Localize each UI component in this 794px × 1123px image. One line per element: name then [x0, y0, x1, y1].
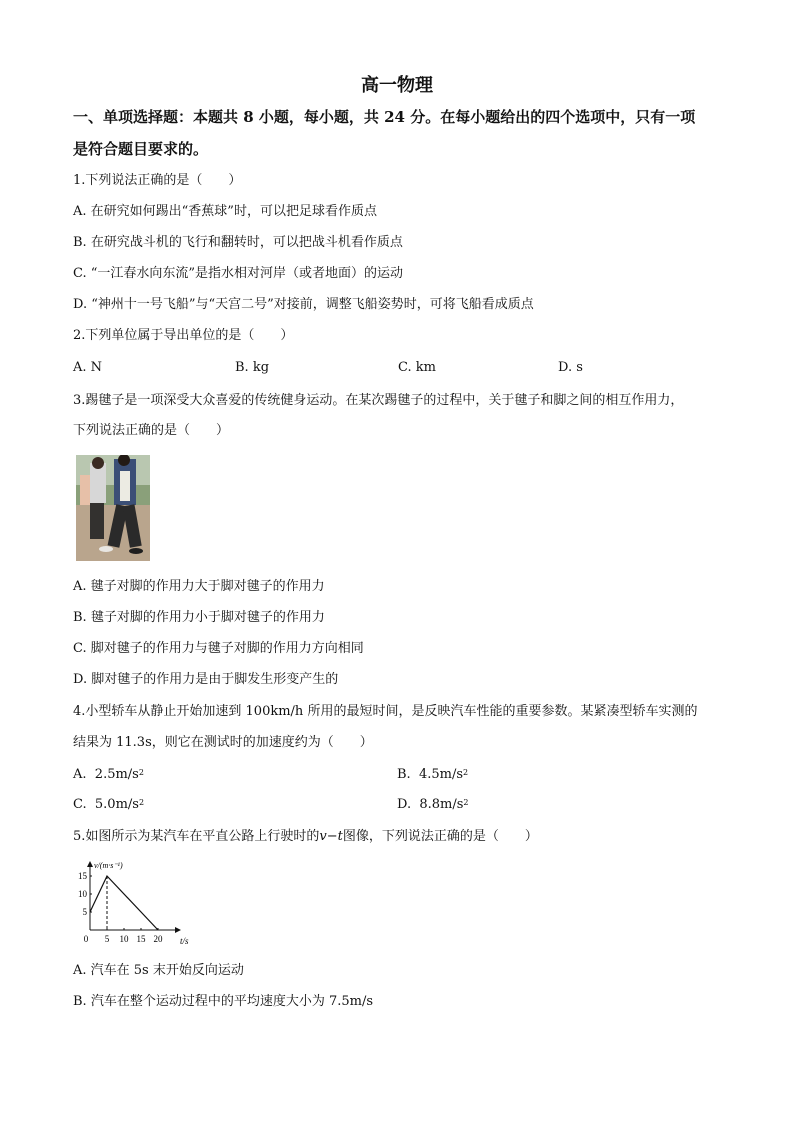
question-4-option-c: C. $5.0m/s^2$ [73, 797, 145, 812]
x-tick-label: 5 [104, 934, 110, 944]
question-3-option-a: A. 毽子对脚的作用力大于脚对毽子的作用力 [73, 579, 325, 594]
question-4-stem-line2: 结果为 11.3s，则它在测试时的加速度约为（ ） [73, 735, 373, 750]
x-tick-label: 0 [83, 934, 89, 944]
page-title: 高一物理 [361, 75, 433, 96]
question-5-stem: 5.如图所示为某汽车在平直公路上行驶时的v−t图像，下列说法正确的是（ ） [73, 829, 538, 844]
y-tick-label: 10 [78, 889, 87, 899]
question-5-option-a: A. 汽车在 5s 末开始反向运动 [73, 963, 244, 978]
question-1-option-b: B. 在研究战斗机的飞行和翻转时，可以把战斗机看作质点 [73, 235, 403, 250]
question-4-option-d: D. $8.8m/s^2$ [397, 797, 469, 812]
x-axis-label: t/s [180, 936, 189, 946]
question-1-option-c: C. “一江春水向东流”是指水相对河岸（或者地面）的运动 [73, 266, 404, 281]
question-1-option-d: D. “神州十一号飞船”与“天宫二号”对接前，调整飞船姿势时，可将飞船看成质点 [73, 297, 534, 312]
question-3-option-c: C. 脚对毽子的作用力与毽子对脚的作用力方向相同 [73, 641, 364, 656]
question-5-option-b: B. 汽车在整个运动过程中的平均速度大小为 7.5m/s [73, 994, 374, 1009]
question-2-option-a: A. N [73, 360, 103, 375]
question-3-option-b: B. 毽子对脚的作用力小于脚对毽子的作用力 [73, 610, 325, 625]
question-4-option-a: A. $2.5m/s^2$ [73, 767, 144, 782]
question-4-option-b: B. $4.5m/s^2$ [397, 767, 469, 782]
question-2-option-b: B. kg [235, 360, 270, 375]
x-tick-label: 10 [119, 934, 129, 944]
question-1-option-a: A. 在研究如何踢出“香蕉球”时，可以把足球看作质点 [73, 204, 377, 219]
x-tick-label: 15 [136, 934, 146, 944]
question-2-stem: 2.下列单位属于导出单位的是（ ） [73, 328, 294, 343]
y-tick-label: 15 [78, 871, 87, 881]
shuttlecock-kicking-photo [76, 455, 150, 561]
y-axis-label: v/(m·s⁻¹) [94, 861, 123, 870]
section-heading-line1: 一、单项选择题：本题共 8 小题，每小题，共 24 分。在每小题给出的四个选项中，只有一项 [73, 108, 696, 126]
vt-graph [74, 858, 200, 948]
question-2-option-c: C. km [398, 360, 436, 375]
series-line [90, 876, 158, 930]
question-4-stem-line1: 4.小型轿车从静止开始加速到 100km/h 所用的最短时间，是反映汽车性能的重要参数。某紧凑型轿车实测的 [73, 704, 698, 719]
section-heading-line2: 是符合题目要求的。 [73, 140, 209, 158]
question-3-option-d: D. 脚对毽子的作用力是由于脚发生形变产生的 [73, 672, 339, 687]
x-tick-label: 20 [153, 934, 163, 944]
question-2-option-d: D. s [558, 360, 583, 375]
question-3-stem-line2: 下列说法正确的是（ ） [73, 423, 230, 438]
y-tick-label: 5 [82, 907, 87, 917]
question-3-stem-line1: 3.踢毽子是一项深受大众喜爱的传统健身运动。在某次踢毽子的过程中，关于毽子和脚之间的相互作用力， [73, 393, 684, 408]
question-1-stem: 1.下列说法正确的是（ ） [73, 173, 242, 188]
